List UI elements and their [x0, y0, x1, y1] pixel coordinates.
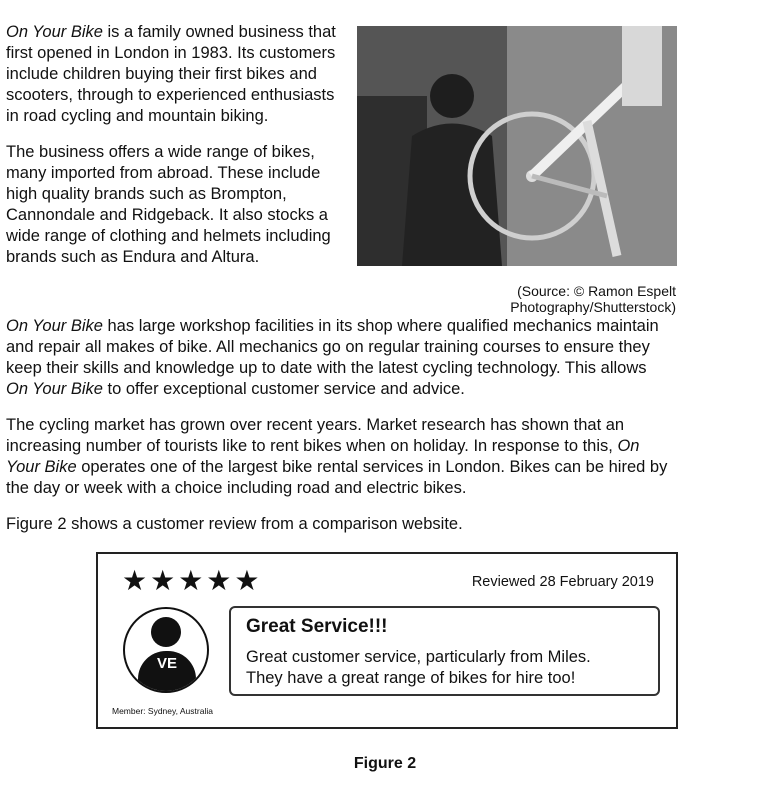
- member-location: Member: Sydney, Australia: [112, 706, 213, 716]
- text-line: increasing number of tourists like to rent bikes when on holiday. In response to this,: [6, 437, 618, 455]
- business-name: On Your Bike: [6, 317, 103, 335]
- text-line: brands such as Endura and Altura.: [6, 248, 260, 266]
- user-avatar-icon: [123, 607, 209, 693]
- text-line: in road cycling and mountain biking.: [6, 107, 269, 125]
- text-line: The cycling market has grown over recent years. Market research has shown that an: [6, 416, 625, 434]
- figure-caption: Figure 2: [353, 755, 417, 772]
- text-line: scooters, through to experienced enthusiasts: [6, 86, 335, 104]
- review-bubble: [229, 606, 660, 696]
- bike-mechanic-photo: [357, 26, 677, 266]
- business-name: On Your Bike: [6, 380, 103, 398]
- products-paragraph: [6, 142, 331, 268]
- review-title: Great Service!!!: [246, 616, 388, 637]
- text-line: first opened in London in 1983. Its customers: [6, 44, 336, 62]
- avatar-head: [151, 617, 181, 647]
- text-line: high quality brands such as Brompton,: [6, 185, 287, 203]
- text-line: many imported from abroad. These include: [6, 164, 321, 182]
- workshop-paragraph: [6, 316, 659, 400]
- figure-intro-paragraph: Figure 2 shows a customer review from a comparison website.: [6, 515, 463, 533]
- market-paragraph: [6, 415, 667, 499]
- business-name: On: [617, 437, 640, 455]
- review-date: Reviewed 28 February 2019: [471, 574, 654, 590]
- business-name: Your Bike: [6, 458, 77, 476]
- avatar-initials: VE: [138, 651, 196, 693]
- text-line: The business offers a wide range of bikes,: [6, 143, 315, 161]
- text-line: is a family owned business that: [102, 23, 336, 41]
- star-rating: ★★★★★: [122, 565, 263, 596]
- text-line: Cannondale and Ridgeback. It also stocks a: [6, 206, 328, 224]
- text-line: keep their skills and knowledge up to date with the latest cycling technology. This allows: [6, 359, 647, 377]
- review-text-line: Great customer service, particularly from Miles.: [246, 648, 591, 666]
- text-line: has large workshop facilities in its shop where qualified mechanics maintain: [102, 317, 659, 335]
- text-line: include children buying their first bikes and: [6, 65, 317, 83]
- text-line: wide range of clothing and helmets including: [6, 227, 331, 245]
- text-line: operates one of the largest bike rental services in London. Bikes can be hired by: [76, 458, 668, 476]
- text-line: and repair all makes of bike. All mechanics go on regular training courses to ensure they: [6, 338, 650, 356]
- business-name: On Your Bike: [6, 23, 103, 41]
- intro-paragraph: [6, 22, 336, 127]
- text-line: to offer exceptional customer service and advice.: [102, 380, 465, 398]
- photo-source: (Source: © Ramon Espelt Photography/Shutterstock): [510, 283, 676, 315]
- customer-review-card: [96, 552, 678, 729]
- text-line: the day or week with a choice including road and electric bikes.: [6, 479, 467, 497]
- review-text-line: They have a great range of bikes for hire too!: [246, 669, 576, 687]
